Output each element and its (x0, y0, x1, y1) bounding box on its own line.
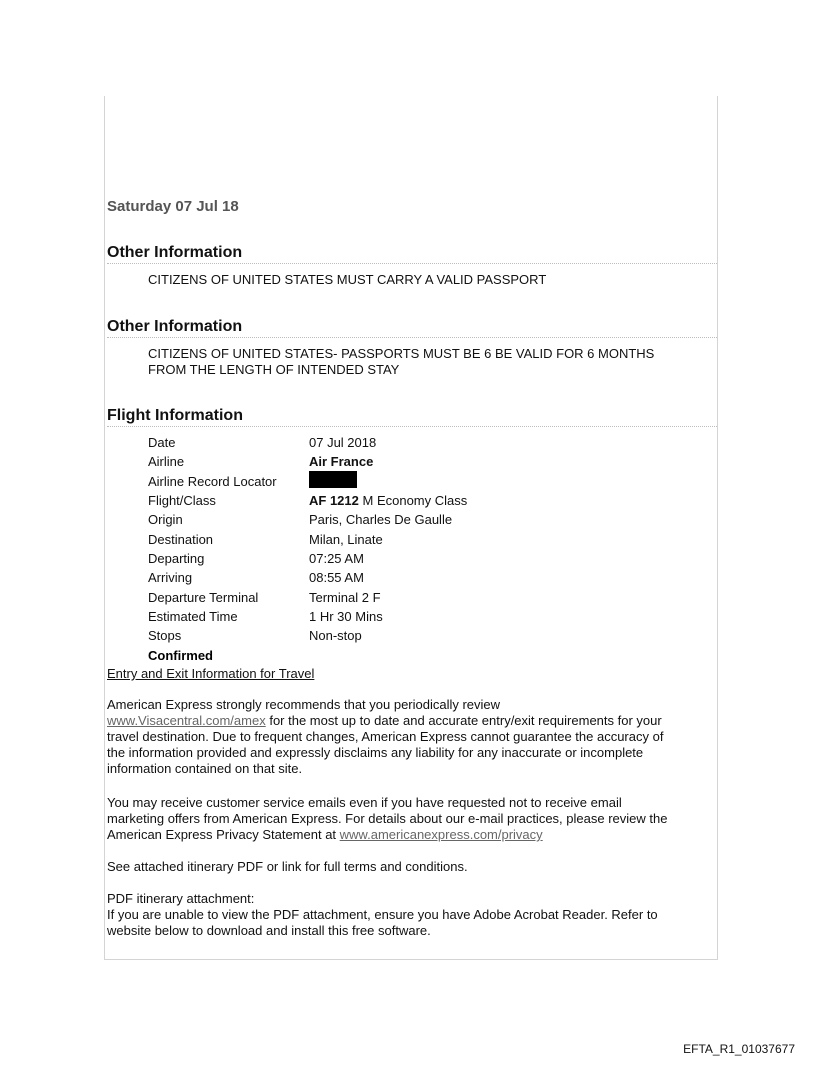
visacentral-link[interactable]: www.Visacentral.com/amex (107, 713, 266, 728)
flight-class: M Economy Class (362, 493, 468, 508)
departure-terminal-label: Departure Terminal (148, 590, 259, 605)
other-information-heading-1: Other Information (107, 243, 717, 264)
email-practices-line-1: You may receive customer service emails even if you have requested not to receive email (107, 795, 622, 810)
email-practices-line-3 (107, 827, 719, 843)
date-value: 07 Jul 2018 (309, 435, 377, 450)
passport-notice-2-line-2: FROM THE LENGTH OF INTENDED STAY (148, 362, 400, 377)
passport-notice-1: CITIZENS OF UNITED STATES MUST CARRY A VALID PASSPORT (148, 272, 547, 287)
airline-label: Airline (148, 454, 185, 469)
departing-label: Departing (148, 551, 205, 566)
visa-advisory-line-4: the information provided and expressly disclaims any liability for any inaccurate or incomplete (107, 745, 644, 760)
destination-value: Milan, Linate (309, 532, 383, 547)
pdf-attachment-line-2: If you are unable to view the PDF attachment, ensure you have Adobe Acrobat Reader. Refer to (107, 907, 658, 922)
email-practices-paragraph (107, 795, 719, 843)
origin-value: Paris, Charles De Gaulle (309, 512, 453, 527)
arriving-value: 08:55 AM (309, 570, 364, 585)
pdf-attachment-line-3: website below to download and install this free software. (107, 923, 431, 938)
privacy-link[interactable]: www.americanexpress.com/privacy (339, 827, 543, 842)
entry-exit-info-link[interactable]: Entry and Exit Information for Travel (107, 666, 315, 681)
terms-line: See attached itinerary PDF or link for full terms and conditions. (107, 859, 468, 874)
passport-notice-2-line-1: CITIZENS OF UNITED STATES- PASSPORTS MUST BE 6 BE VALID FOR 6 MONTHS (148, 346, 655, 361)
airline-value: Air France (309, 454, 374, 469)
pdf-attachment-paragraph (107, 891, 719, 939)
email-practices-line-3-text: American Express Privacy Statement at (107, 827, 340, 842)
destination-label: Destination (148, 532, 214, 547)
estimated-time-value: 1 Hr 30 Mins (309, 609, 383, 624)
booking-status: Confirmed (148, 648, 213, 663)
flight-information-heading: Flight Information (107, 406, 717, 427)
record-locator-label: Airline Record Locator (148, 474, 277, 489)
visa-advisory-line-2-text: for the most up to date and accurate entry/exit requirements for your (265, 713, 662, 728)
flight-class-value (309, 493, 467, 509)
visa-advisory-line-2 (107, 713, 719, 729)
visa-advisory-paragraph (107, 697, 719, 777)
stops-label: Stops (148, 628, 182, 643)
visa-advisory-line-5: information contained on that site. (107, 761, 303, 776)
bates-number: EFTA_R1_01037677 (683, 1042, 795, 1056)
visa-advisory-line-3: travel destination. Due to frequent changes, American Express cannot guarantee the accuracy of (107, 729, 664, 744)
departing-value: 07:25 AM (309, 551, 364, 566)
arriving-label: Arriving (148, 570, 193, 585)
record-locator-redaction (309, 471, 357, 488)
visa-advisory-line-1: American Express strongly recommends that you periodically review (107, 697, 501, 712)
stops-value: Non-stop (309, 628, 362, 643)
estimated-time-label: Estimated Time (148, 609, 238, 624)
date-label: Date (148, 435, 176, 450)
flight-number: AF 1212 (309, 493, 359, 508)
pdf-attachment-line-1: PDF itinerary attachment: (107, 891, 255, 906)
flight-class-label: Flight/Class (148, 493, 216, 508)
email-practices-line-2: marketing offers from American Express. For details about our e-mail practices, please review the (107, 811, 668, 826)
day-heading: Saturday 07 Jul 18 (107, 198, 239, 215)
passport-notice-2 (148, 346, 708, 378)
origin-label: Origin (148, 512, 183, 527)
departure-terminal-value: Terminal 2 F (309, 590, 381, 605)
other-information-heading-2: Other Information (107, 317, 717, 338)
terms-paragraph (107, 859, 719, 875)
